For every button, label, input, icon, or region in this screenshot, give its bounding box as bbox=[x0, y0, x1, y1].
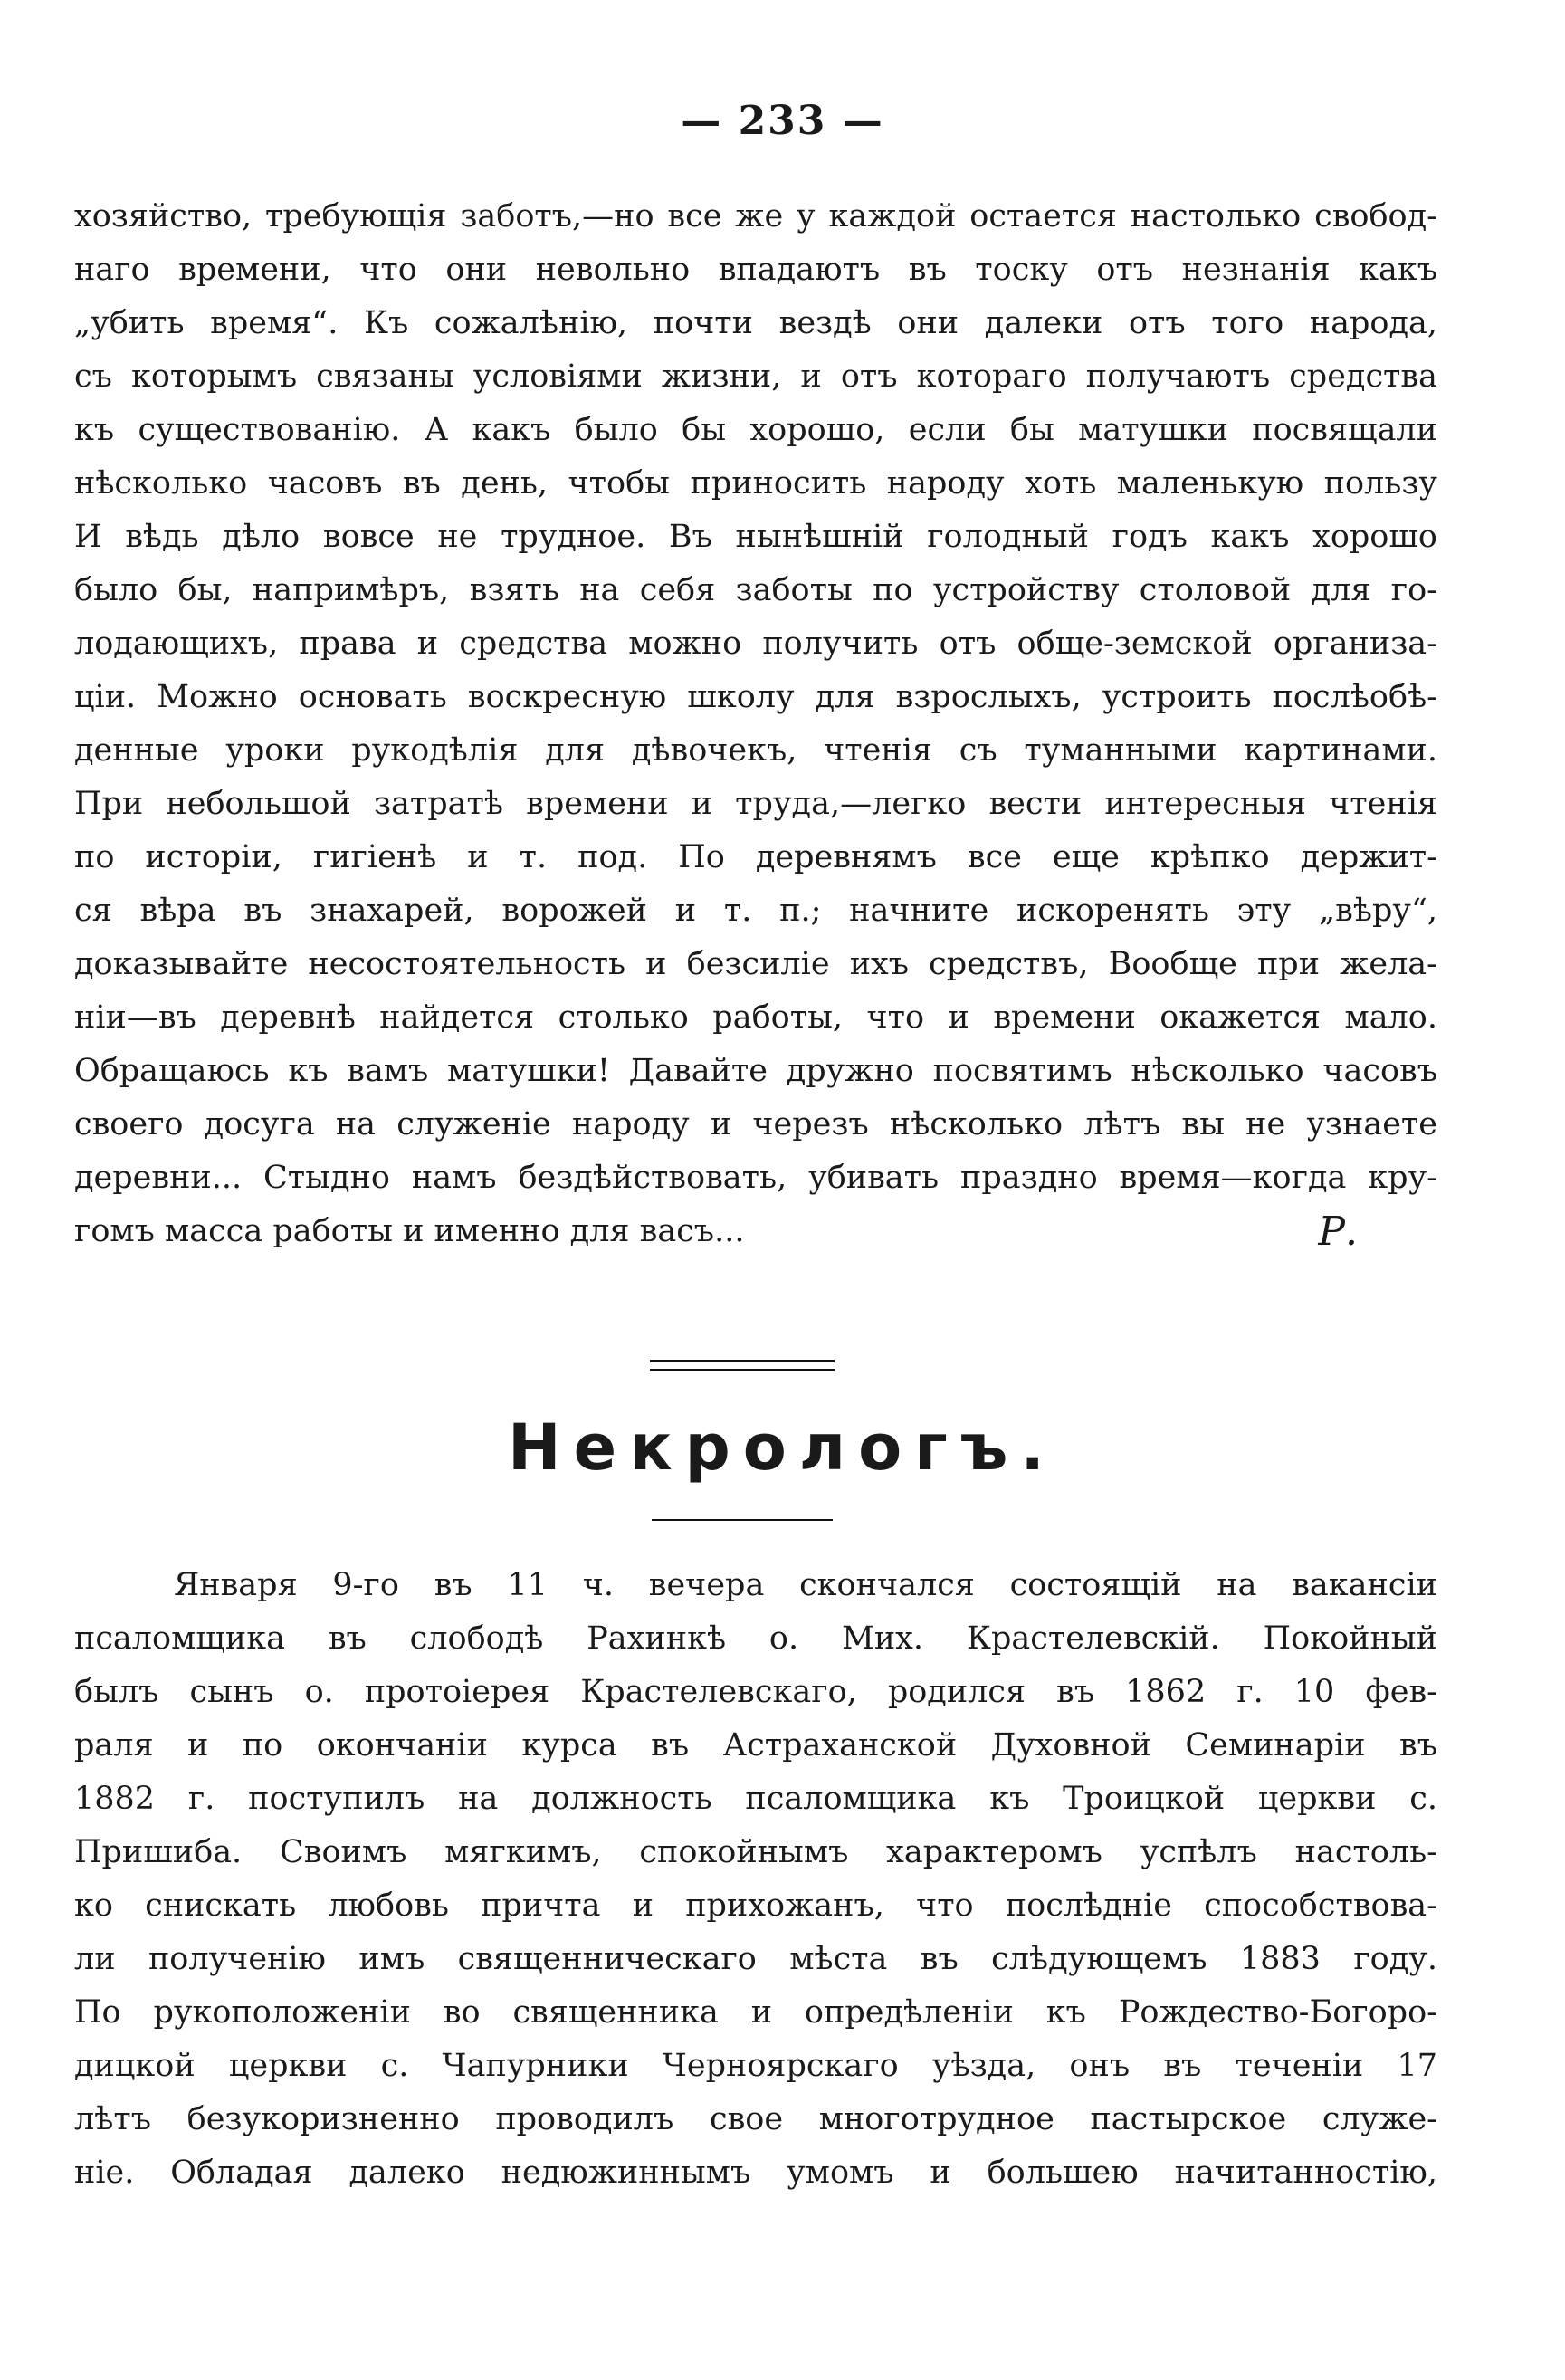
text-line: наго времени, что они невольно впадаютъ въ тоску отъ незнанія какъ bbox=[74, 252, 1437, 288]
paragraph-letter bbox=[74, 190, 1437, 1258]
text-line: по исторіи, гигіенѣ и т. под. По деревнямъ все еще крѣпко держит- bbox=[74, 839, 1437, 875]
paragraph-obituary bbox=[74, 1559, 1437, 2200]
text-line: ся вѣра въ знахарей, ворожей и т. п.; начните искоренять эту „вѣру“, bbox=[74, 893, 1437, 929]
text-line: ціи. Можно основать воскресную школу для взрослыхъ, устроить послѣобѣ- bbox=[74, 679, 1437, 715]
text-line: лодающихъ, права и средства можно получить отъ обще-земской организа- bbox=[74, 626, 1437, 662]
text-line: хозяйство, требующія заботъ,—но все же у каждой остается настолько свобод- bbox=[74, 198, 1437, 234]
text-line: былъ сынъ о. протоіерея Крастелевскаго, родился въ 1862 г. 10 фев- bbox=[74, 1674, 1437, 1710]
text-line: ніи—въ деревнѣ найдется столько работы, что и времени окажется мало. bbox=[74, 999, 1437, 1036]
text-line: ко снискать любовь причта и прихожанъ, что послѣдніе способствова- bbox=[74, 1888, 1437, 1924]
text-line: раля и по окончаніи курса въ Астраханской Духовной Семинаріи въ bbox=[74, 1727, 1437, 1763]
text-line: лѣтъ безукоризненно проводилъ свое многотрудное пастырское служе- bbox=[74, 2101, 1437, 2137]
text-line: 1882 г. поступилъ на должность псаломщика къ Троицкой церкви с. bbox=[74, 1781, 1437, 1817]
text-line: По рукоположеніи во священника и опредѣленіи къ Рождество-Богоро- bbox=[74, 1994, 1437, 2031]
text-line: къ существованію. А какъ было бы хорошо, если бы матушки посвящали bbox=[74, 412, 1437, 448]
text-line: было бы, напримѣръ, взять на себя заботы по устройству столовой для го- bbox=[74, 572, 1437, 608]
text-line: При небольшой затратѣ времени и труда,—легко вести интересныя чтенія bbox=[74, 786, 1437, 822]
text-line: гомъ масса работы и именно для васъ... bbox=[74, 1213, 745, 1249]
text-line: доказывайте несостоятельность и безсиліе ихъ средствъ, Вообще при жела- bbox=[74, 946, 1437, 982]
text-line: псаломщика въ слободѣ Рахинкѣ о. Мих. Крастелевскій. Покойный bbox=[74, 1620, 1437, 1657]
text-line: деревни... Стыдно намъ бездѣйствовать, убивать праздно время—когда кру- bbox=[74, 1160, 1437, 1196]
text-line: нѣсколько часовъ въ день, чтобы приносить народу хоть маленькую пользу bbox=[74, 465, 1437, 502]
author-signature: Р. bbox=[1318, 1209, 1358, 1255]
text-line: своего досуга на служеніе народу и черезъ нѣсколько лѣтъ вы не узнаете bbox=[74, 1106, 1437, 1142]
text-line-with-signature bbox=[74, 1205, 1437, 1258]
text-line: „убить время“. Къ сожалѣнію, почти вездѣ они далеки отъ того народа, bbox=[74, 305, 1437, 341]
text-line: Обращаюсь къ вамъ матушки! Давайте дружно посвятимъ нѣсколько часовъ bbox=[74, 1053, 1437, 1089]
section-divider bbox=[650, 1360, 835, 1371]
text-line: съ которымъ связаны условіями жизни, и отъ котораго получаютъ средства bbox=[74, 358, 1437, 395]
text-line: дицкой церкви с. Чапурники Черноярскаго уѣзда, онъ въ теченіи 17 bbox=[74, 2048, 1437, 2084]
text-line: ли полученію имъ священническаго мѣста въ слѣдующемъ 1883 году. bbox=[74, 1941, 1437, 1977]
text-line: Пришиба. Своимъ мягкимъ, спокойнымъ характеромъ успѣлъ настоль- bbox=[74, 1834, 1437, 1870]
page-number: — 233 — bbox=[681, 98, 884, 144]
text-line: денные уроки рукодѣлія для дѣвочекъ, чтенія съ туманными картинами. bbox=[74, 732, 1437, 769]
text-line: ніе. Обладая далеко недюжиннымъ умомъ и большею начитанностію, bbox=[74, 2155, 1437, 2191]
heading-underline bbox=[652, 1519, 833, 1521]
text-line: Января 9-го въ 11 ч. вечера скончался состоящій на вакансіи bbox=[174, 1567, 1437, 1603]
text-line: И вѣдь дѣло вовсе не трудное. Въ нынѣшній голодный годъ какъ хорошо bbox=[74, 519, 1437, 555]
section-heading: Некрологъ. bbox=[508, 1410, 1057, 1485]
